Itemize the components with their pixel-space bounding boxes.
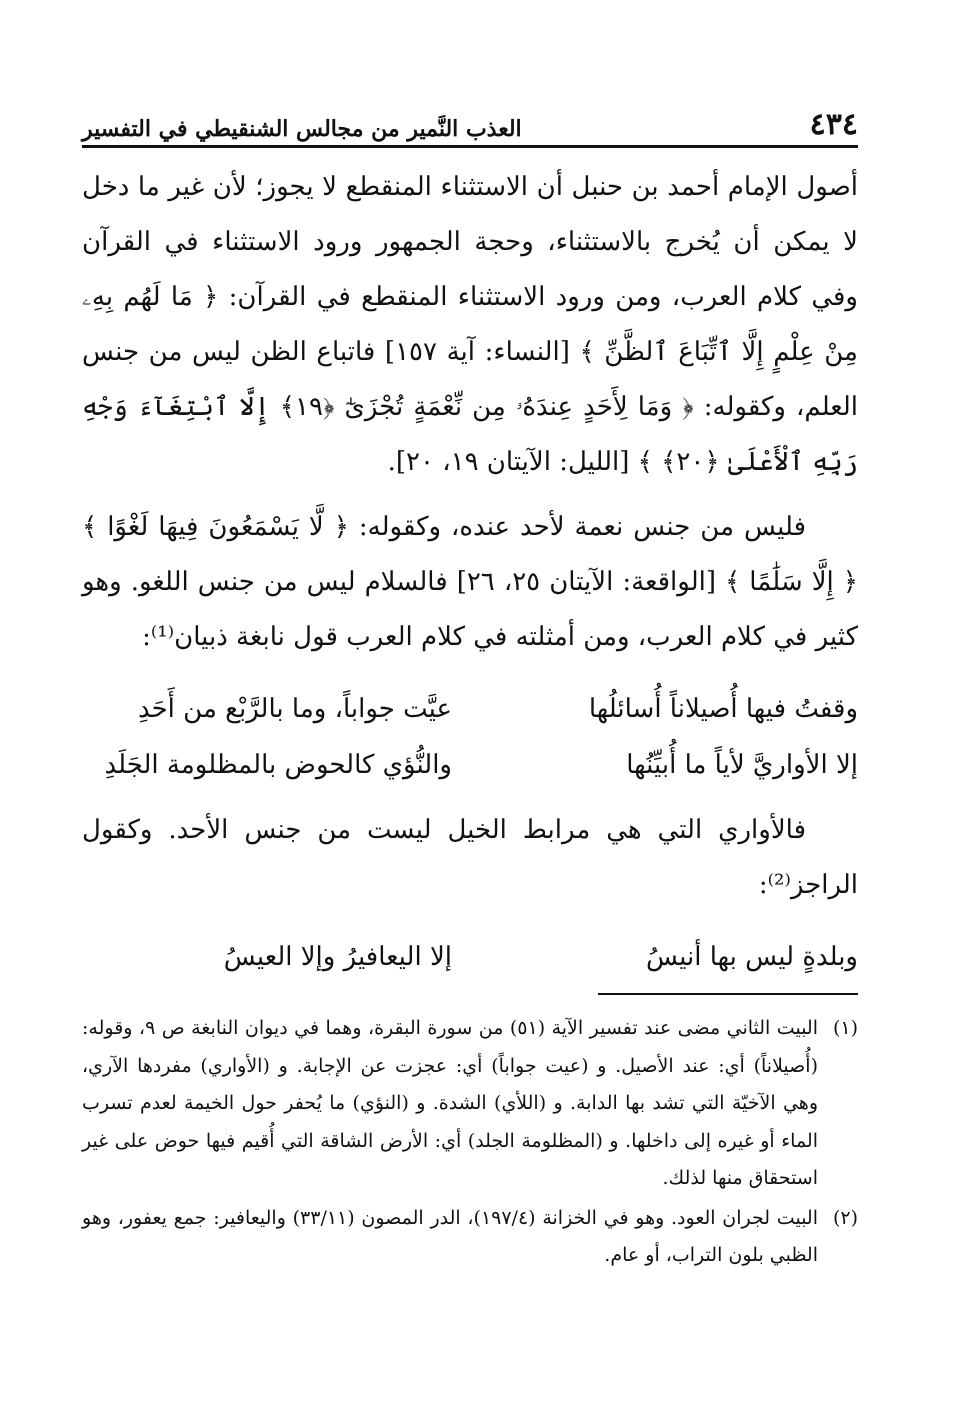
verse-line	[82, 737, 858, 793]
footnotes	[82, 1010, 858, 1277]
paragraph-1: أصول الإمام أحمد بن حنبل أن الاستثناء المنقطع لا يجوز؛ لأن غير ما دخل لا يمكن أن يُخرج بالاستثناء، وحجة الجمهور ورود الاستثناء في القرآن وفي كلام العرب، ومن ورود الاستثناء المنقطع في القرآن: ﴿ مَا لَهُم بِهِۦ مِنْ عِلْمٍ إِلَّا ٱتِّبَاعَ ٱلظَّنِّ ﴾ [النساء: آية ١٥٧] فاتباع الظن ليس من جنس العلم، وكقوله: ﴿ وَمَا لِأَحَدٍ عِندَهُۥ مِن نِّعْمَةٍ تُجْزَىٰٓ ﴿١٩﴾ إِلَّا ٱبْتِغَآءَ وَجْهِ رَبِّهِ ٱلْأَعْلَىٰ ﴿٢٠﴾ ﴾ [الليل: الآيتان ١٩، ٢٠].	[82, 172, 858, 477]
verse-second-hemistich: والنُّؤي كالحوض بالمظلومة الجَلَدِ	[104, 750, 452, 780]
footnote-text: البيت لجران العود. وهو في الخزانة (١٩٧/٤)، الدر المصون (٣٣/١١) واليعافير: جمع يعفور، وهو الظبي بلون التراب، أو عام.	[82, 1206, 818, 1266]
footnote	[82, 1200, 858, 1275]
footnote-text: البيت الثاني مضى عند تفسير الآية (٥١) من سورة البقرة، وهما في ديوان النابغة ص ٩، وقوله: (أُصيلاناً) أي: عند الأصيل. و (عيت جواباً) أي: عجزت عن الإجابة. و (الأواري) مفردها الآري، وهي الآخيّة التي تشد بها الدابة. و (اللأي) الشدة. و (النؤي) ما يُحفر حول الخيمة لعدم تسرب الماء أو غيره إلى داخلها. و (المظلومة الجلد) أي: الأرض الشاقة التي أُقيم فيها حوض على غير استحقاق منها لذلك.	[82, 1017, 818, 1189]
footnote-mark: (٢)	[832, 1206, 858, 1229]
verse-line	[82, 929, 858, 985]
paragraph-2: فليس من جنس نعمة لأحد عنده، وكقوله: ﴿ لَّا يَسْمَعُونَ فِيهَا لَغْوًا ﴾ ﴿ إِلَّا سَلَٰمًا ﴾ [الواقعة: الآيتان ٢٥، ٢٦] فالسلام ليس من جنس اللغو. وهو كثير في كلام العرب، ومن أمثلته في كلام العرب قول نابغة ذبيان⁽¹⁾:	[82, 512, 859, 652]
footnote	[82, 1010, 858, 1198]
running-title: العذب النَّمير من مجالس الشنقيطي في التفسير	[82, 116, 522, 142]
verse-first-hemistich: وقفتُ فيها أُصيلاناً أُسائلُها	[588, 694, 858, 724]
header-rule	[82, 145, 858, 148]
page-header	[82, 96, 858, 140]
main-text	[82, 160, 858, 985]
verse-line	[82, 681, 858, 737]
verse-first-hemistich: إلا الأواريَّ لأياً ما أُبيِّنُها	[626, 750, 858, 780]
page-number: ٤٣٤	[809, 107, 858, 142]
paragraph-3: فالأواري التي هي مرابط الخيل ليست من جنس الأحد. وكقول الراجز⁽²⁾:	[82, 815, 858, 900]
poem-rajiz	[82, 929, 858, 985]
footnote-separator	[598, 993, 858, 995]
poem-nabigha	[82, 681, 858, 793]
verse-first-hemistich: وبلدةٍ ليس بها أنيسُ	[646, 942, 858, 972]
verse-second-hemistich: عيَّت جواباً، وما بالرَّبْع من أَحَدِ	[137, 694, 452, 724]
verse-second-hemistich: إلا اليعافيرُ وإلا العيسُ	[223, 942, 452, 972]
footnote-mark: (١)	[832, 1017, 858, 1039]
